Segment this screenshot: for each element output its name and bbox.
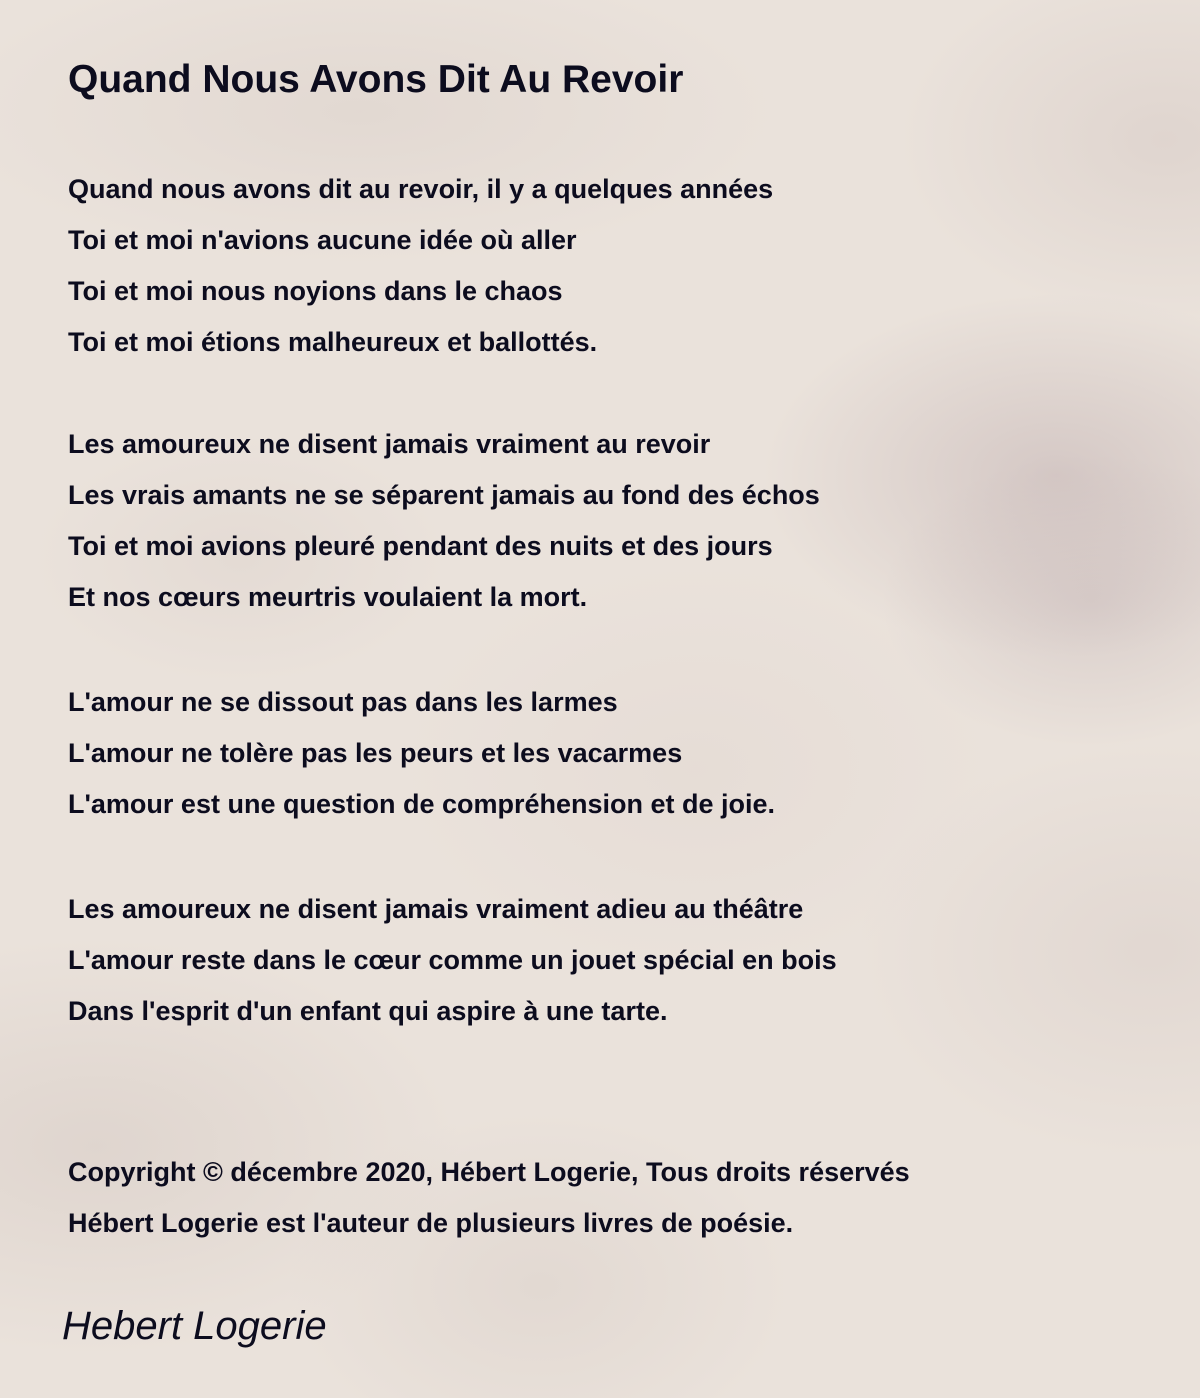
poem-line: Quand nous avons dit au revoir, il y a quelques années [68, 174, 774, 204]
poem-stanza-1 [68, 164, 1140, 368]
poem-line: L'amour est une question de compréhension et de joie. [68, 789, 776, 819]
poem-line: L'amour ne se dissout pas dans les larmes [68, 687, 618, 717]
poem-line: Toi et moi nous noyions dans le chaos [68, 276, 563, 306]
poem-line: Les amoureux ne disent jamais vraiment au revoir [68, 429, 711, 459]
poem-stanza-4 [68, 884, 1140, 1037]
poem-stanza-2 [68, 419, 1140, 623]
poem-line: L'amour reste dans le cœur comme un jouet spécial en bois [68, 945, 837, 975]
copyright-line: Hébert Logerie est l'auteur de plusieurs livres de poésie. [68, 1208, 794, 1238]
poem-line: Dans l'esprit d'un enfant qui aspire à une tarte. [68, 996, 668, 1026]
copyright-line: Copyright © décembre 2020, Hébert Logerie, Tous droits réservés [68, 1157, 910, 1187]
poem-line: Toi et moi n'avions aucune idée où aller [68, 225, 577, 255]
poem-line: Toi et moi avions pleuré pendant des nuits et des jours [68, 531, 773, 561]
copyright-block [68, 1147, 1140, 1249]
poem-line: Et nos cœurs meurtris voulaient la mort. [68, 582, 588, 612]
poem-stanza-3 [68, 677, 1140, 830]
poem-title: Quand Nous Avons Dit Au Revoir [68, 58, 684, 101]
author-signature: Hebert Logerie [62, 1304, 327, 1348]
poem-line: Les vrais amants ne se séparent jamais au fond des échos [68, 480, 820, 510]
poem-line: Les amoureux ne disent jamais vraiment adieu au théâtre [68, 894, 804, 924]
poem-line: Toi et moi étions malheureux et ballottés. [68, 327, 598, 357]
poem-line: L'amour ne tolère pas les peurs et les vacarmes [68, 738, 683, 768]
